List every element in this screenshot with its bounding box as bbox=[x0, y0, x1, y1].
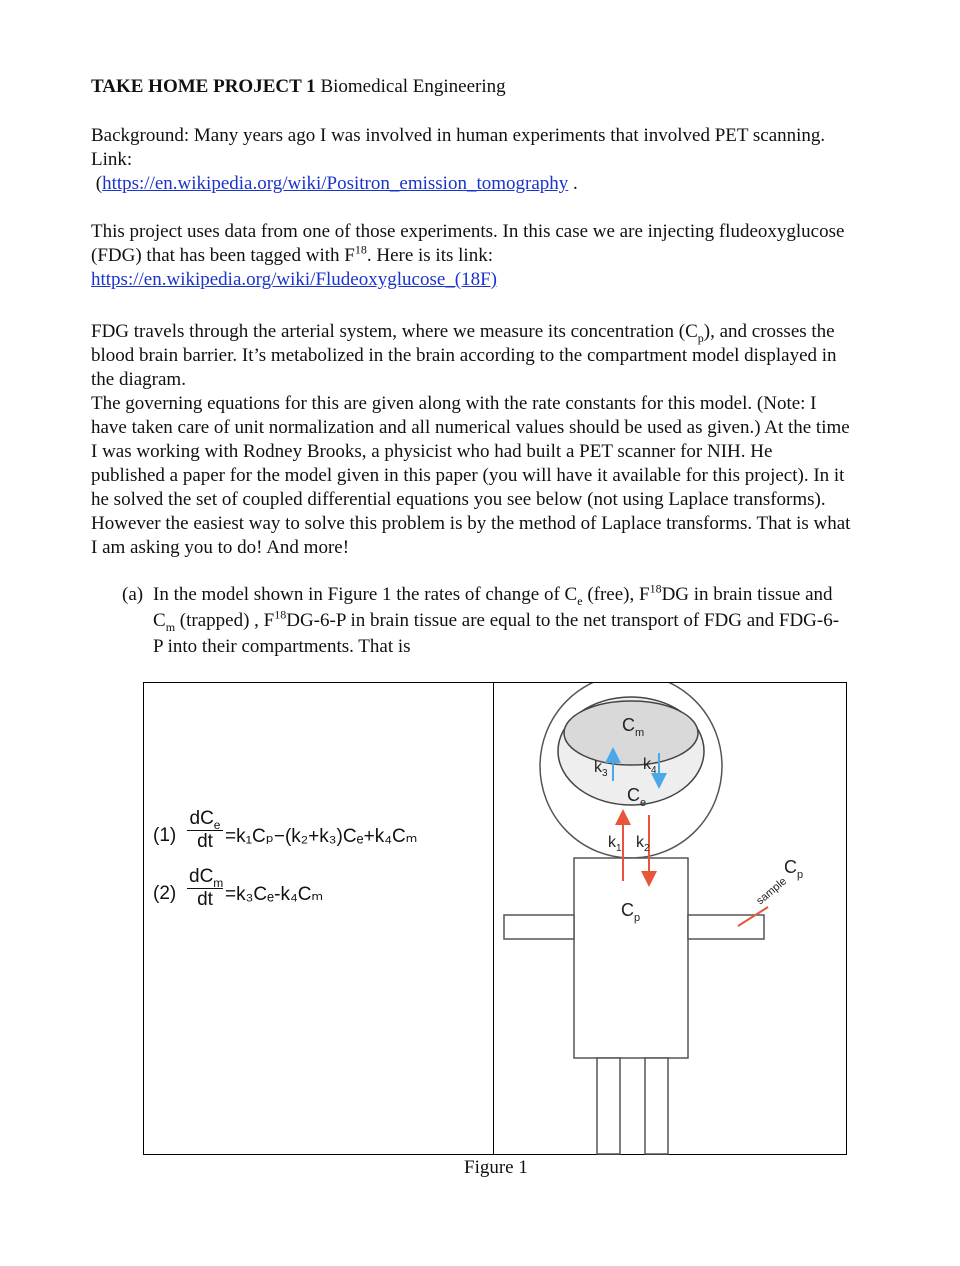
body-torso bbox=[574, 858, 688, 1058]
equation-1-number: (1) bbox=[153, 825, 177, 846]
question-a-text: In the model shown in Figure 1 the rates of change of $C_e$ (free), $F^{18}DG$ in brain tissue and $C_m$ (trapped) , $F^{18}DG-6-P$ in brain tissue are equal to the net transport of FDG and FDG-6-P into their compartments. That is bbox=[153, 581, 840, 657]
compartment-diagram bbox=[494, 683, 846, 1155]
project-paragraph: This project uses data from one of those experiments. In this case we are injecting fludeoxyglucose (FDG) that has been tagged with $F^{18}$. Here is its link: https://en.wikipedia.org/wiki/Fludeoxyglucose_(18F) bbox=[91, 221, 845, 290]
equation-1-rhs: =k₁Cₚ−(k₂+k₃)Cₑ+k₄Cₘ bbox=[225, 826, 418, 847]
fdg-paragraph: FDG travels through the arterial system, where we measure its concentration $(C_p)$, and crosses the blood brain barrier. It’s metabolized in the brain according to the compartment model displayed in the diagram. The governing equations for this are given along with the rate constants for this model. (Note: I have taken care of unit normalization and all numerical values should be used as given.) At the time I was working with Rodney Brooks, a physicist who had built a PET scanner for NIH. He published a paper for the model given in this paper (you will have it available for this project). In it he solved the set of coupled differential equations you see below (not using Laplace transforms). However the easiest way to solve this problem is by the method of Laplace transforms. That is what I am asking you to do! And more! bbox=[91, 321, 851, 558]
figure-caption: Figure 1 bbox=[464, 1157, 528, 1178]
cm-label: $C_m$ bbox=[622, 715, 645, 739]
cp-label: $C_p$ bbox=[621, 900, 641, 924]
left-arm bbox=[504, 915, 574, 939]
right-arm bbox=[688, 915, 764, 939]
question-a bbox=[122, 582, 842, 660]
ce-label: $C_e$ bbox=[627, 785, 647, 809]
equation-2-rhs: =k₃Cₑ-k₄Cₘ bbox=[225, 884, 324, 905]
left-leg bbox=[597, 1058, 620, 1154]
question-a-label: (a) bbox=[122, 584, 144, 605]
k3-label: $k_3$ bbox=[594, 759, 608, 779]
fdg-link[interactable]: https://en.wikipedia.org/wiki/Fludeoxyglucose_(18F) bbox=[91, 269, 498, 290]
page-title: TAKE HOME PROJECT 1 Biomedical Engineering bbox=[91, 76, 506, 97]
right-leg bbox=[645, 1058, 668, 1154]
equation-1 bbox=[153, 808, 483, 868]
k1-label: $k_1$ bbox=[608, 834, 622, 854]
equation-2-number: (2) bbox=[153, 883, 177, 904]
background-paragraph: Background: Many years ago I was involved in human experiments that involved PET scanning. Link: (https://en.wikipedia.org/wiki/Positron_emission_tomography . bbox=[91, 125, 826, 194]
sample-label: sample bbox=[754, 875, 790, 908]
k4-label: $k_4$ bbox=[643, 756, 657, 776]
pet-link[interactable]: https://en.wikipedia.org/wiki/Positron_emission_tomography bbox=[102, 173, 569, 194]
equation-2-derivative: $dC_m$ dt bbox=[189, 866, 224, 910]
equation-1-derivative: $dC_e$ dt bbox=[187, 808, 223, 853]
equation-2 bbox=[153, 866, 483, 926]
cp-sample-label: $C_p$ bbox=[784, 857, 804, 881]
k2-label: $k_2$ bbox=[636, 834, 650, 854]
